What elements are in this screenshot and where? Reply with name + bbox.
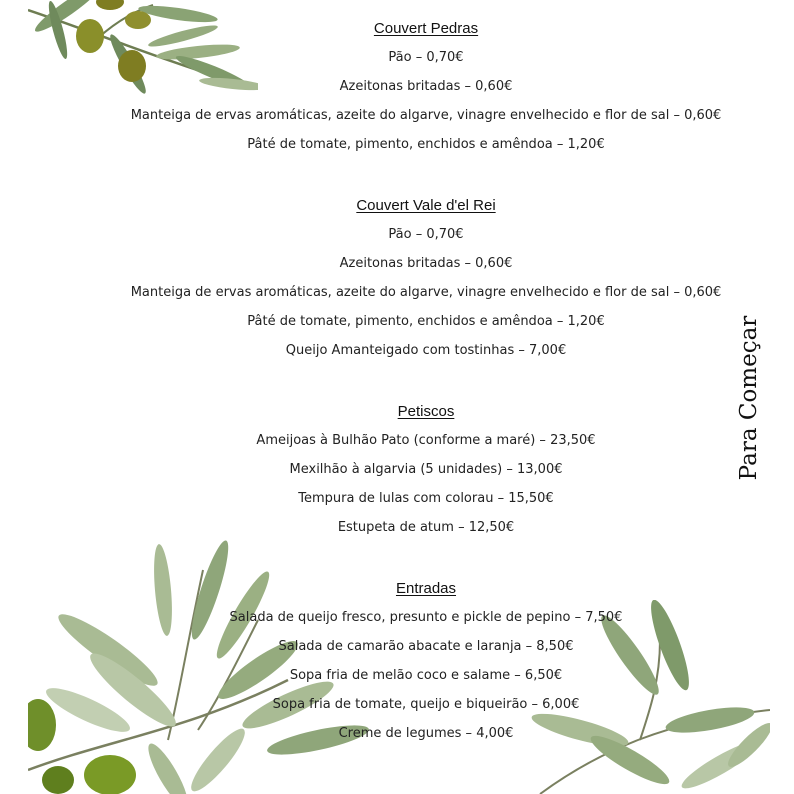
section-title: Couvert Pedras xyxy=(373,20,479,37)
menu-item: Salada de queijo fresco, presunto e pickle de pepino – 7,50€ xyxy=(229,610,623,625)
menu-item: Azeitonas britadas – 0,60€ xyxy=(339,79,513,94)
menu-item: Pão – 0,70€ xyxy=(388,227,464,242)
menu-item: Manteiga de ervas aromáticas, azeite do algarve, vinagre envelhecido e flor de sal – 0,60€ xyxy=(130,108,722,123)
menu-item: Sopa fria de tomate, queijo e biqueirão – 6,00€ xyxy=(272,697,580,712)
menu-item: Pâté de tomate, pimento, enchidos e amêndoa – 1,20€ xyxy=(247,314,605,329)
menu-item: Queijo Amanteigado com tostinhas – 7,00€ xyxy=(285,343,567,358)
menu-item: Manteiga de ervas aromáticas, azeite do algarve, vinagre envelhecido e flor de sal – 0,60€ xyxy=(130,285,722,300)
menu-item: Tempura de lulas com colorau – 15,50€ xyxy=(298,491,554,506)
menu-item: Creme de legumes – 4,00€ xyxy=(338,726,514,741)
section-entradas xyxy=(60,574,792,748)
section-couvert-pedras xyxy=(60,14,792,159)
menu-content xyxy=(60,14,792,748)
menu-item: Pão – 0,70€ xyxy=(388,50,464,65)
menu-item: Mexilhão à algarvia (5 unidades) – 13,00€ xyxy=(289,462,563,477)
menu-item: Sopa fria de melão coco e salame – 6,50€ xyxy=(289,668,563,683)
menu-item: Pâté de tomate, pimento, enchidos e amêndoa – 1,20€ xyxy=(247,137,605,152)
section-petiscos xyxy=(60,397,792,542)
menu-item: Salada de camarão abacate e laranja – 8,50€ xyxy=(278,639,574,654)
section-title: Petiscos xyxy=(397,403,455,420)
menu-item: Ameijoas à Bulhão Pato (conforme a maré) – 23,50€ xyxy=(256,433,596,448)
section-couvert-vale-del-rei xyxy=(60,191,792,365)
section-title: Couvert Vale d'el Rei xyxy=(356,197,496,214)
section-title: Entradas xyxy=(395,580,457,597)
menu-item: Azeitonas britadas – 0,60€ xyxy=(339,256,513,271)
page-side-title: Para Começar xyxy=(736,315,762,481)
menu-item: Estupeta de atum – 12,50€ xyxy=(337,520,515,535)
